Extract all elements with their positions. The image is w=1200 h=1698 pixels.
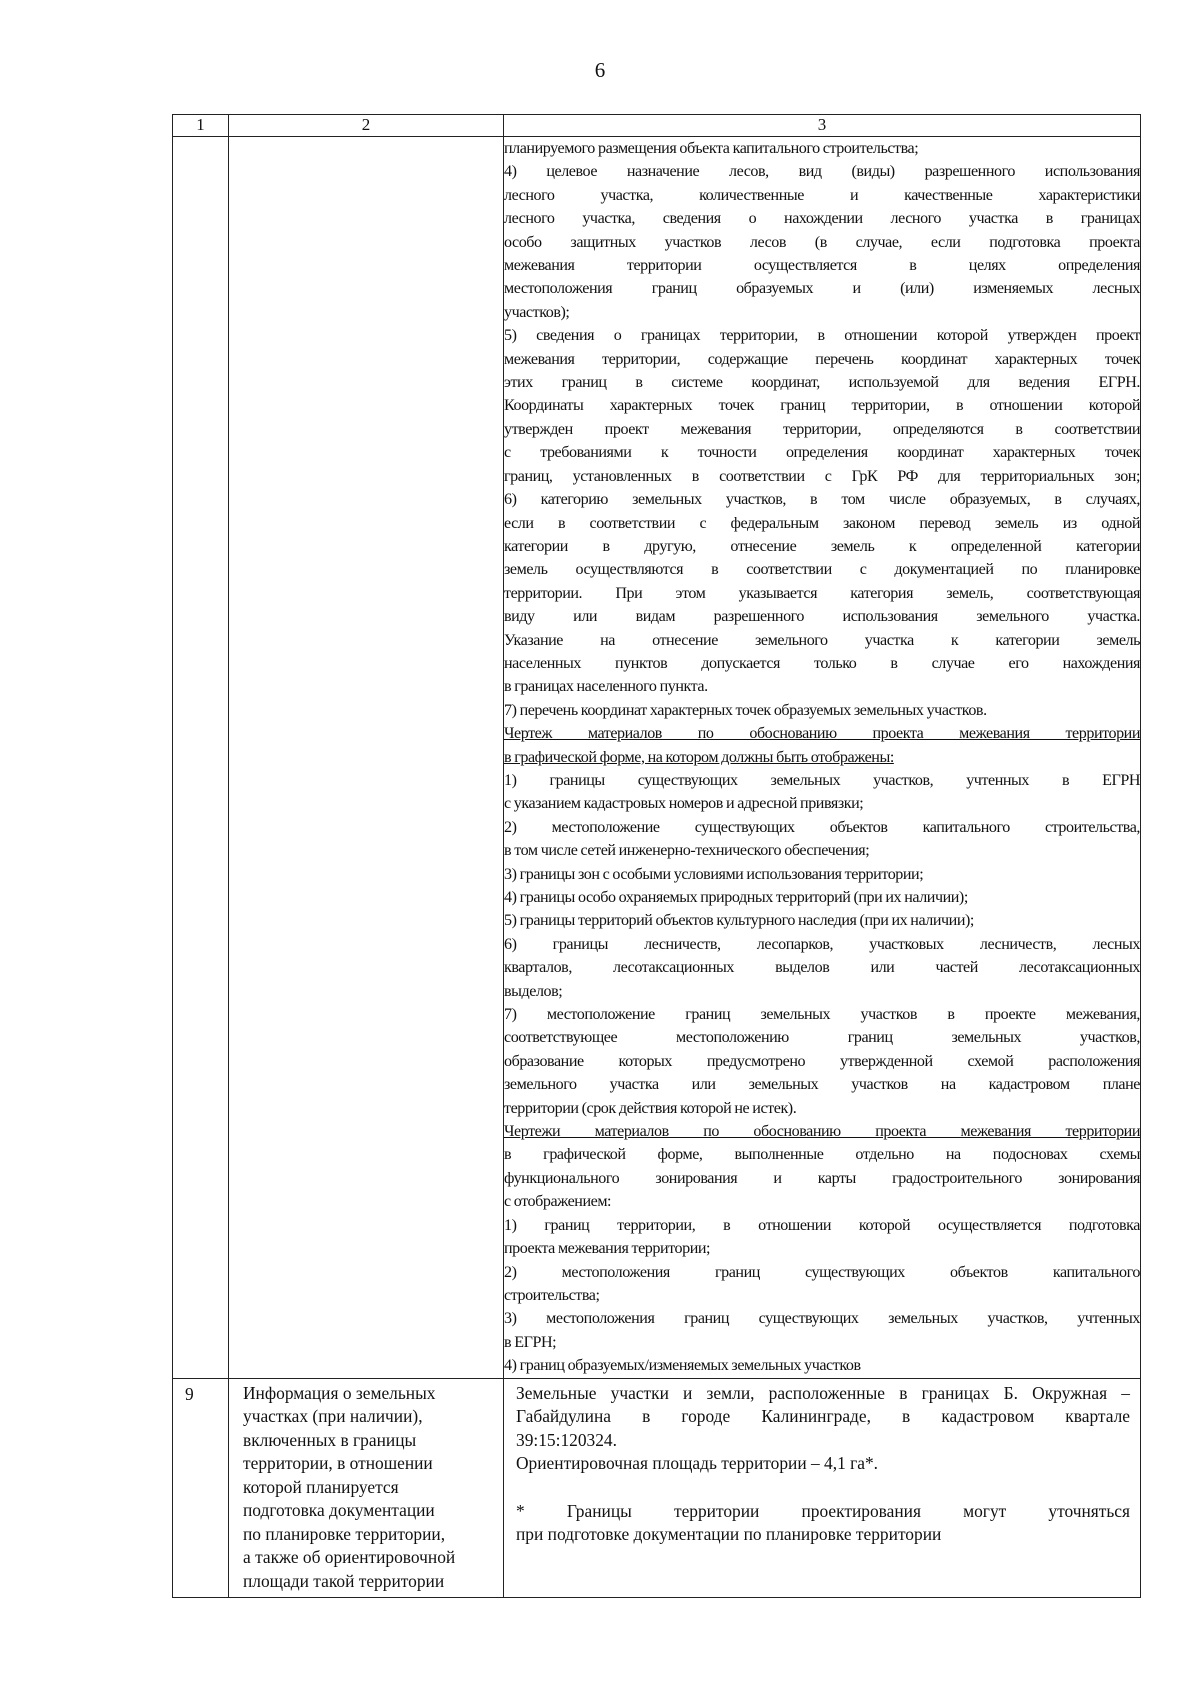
row-description-cell — [504, 137, 1141, 1379]
text-line: Чертеж материалов по обоснованию проекта межевания территории — [504, 725, 1140, 743]
text-line: в границах населенного пункта. — [504, 678, 708, 696]
row-name-cell — [229, 1378, 504, 1598]
row-description-cell — [504, 1378, 1141, 1598]
text-line: земель осуществляются в соответствии с документацией по планировке — [504, 561, 1140, 579]
text-line: при подготовке документации по планировке территории — [516, 1524, 942, 1545]
text-line: границ, установленных в соответствии с ГрК РФ для территориальных зон; — [504, 467, 1140, 485]
text-line: 1) границ территории, в отношении которой осуществляется подготовка — [504, 1216, 1140, 1234]
text-line: Координаты характерных точек границ территории, в отношении которой — [504, 397, 1140, 415]
text-line: Указание на отнесение земельного участка к категории земель — [504, 631, 1140, 649]
text-line: 5) границы территорий объектов культурного наследия (при их наличии); — [504, 912, 974, 930]
text-line: 4) границ образуемых/изменяемых земельных участков — [504, 1357, 861, 1375]
text-line: Земельные участки и земли, расположенные в границах Б. Окружная – — [516, 1382, 1130, 1403]
text-line: лесного участка, сведения о нахождении лесного участка в границах — [504, 210, 1140, 228]
text-line: утвержден проект межевания территории, определяются в соответствии — [504, 420, 1140, 438]
name-line: участках (при наличии), — [243, 1406, 423, 1427]
text-line: 3) границы зон с особыми условиями использования территории; — [504, 865, 924, 883]
text-line: местоположения границ образуемых и (или) изменяемых лесных — [504, 280, 1140, 298]
text-line: с требованиями к точности определения координат характерных точек — [504, 444, 1140, 462]
name-line: площади такой территории — [243, 1570, 445, 1591]
text-line: особо защитных участков лесов (в случае, если подготовка проекта — [504, 233, 1140, 251]
row-number: 9 — [173, 1378, 229, 1598]
text-line: лесного участка, количественные и качественные характеристики — [504, 186, 1140, 204]
text-line: межевания территории, содержащие перечень координат характерных точек — [504, 350, 1140, 368]
text-line: с указанием кадастровых номеров и адресной привязки; — [504, 795, 864, 813]
text-line: Габайдулина в городе Калининграде, в кадастровом квартале — [516, 1406, 1130, 1427]
text-line: 7) перечень координат характерных точек образуемых земельных участков. — [504, 701, 987, 719]
text-line: населенных пунктов допускается только в случае его нахождения — [504, 654, 1140, 672]
text-line: категории в другую, отнесение земель к определенной категории — [504, 537, 1140, 555]
text-line: территории (срок действия которой не истек). — [504, 1099, 797, 1117]
text-line: соответствующее местоположению границ земельных участков, — [504, 1029, 1140, 1047]
text-line: 3) местоположения границ существующих земельных участков, учтенных — [504, 1310, 1140, 1328]
name-line: территории, в отношении — [243, 1453, 433, 1474]
text-line: 5) сведения о границах территории, в отношении которой утвержден проект — [504, 327, 1140, 345]
text-line: 1) границы существующих земельных участков, учтенных в ЕГРН — [504, 771, 1140, 789]
table-row-continued — [173, 137, 1141, 1379]
table-header-row — [173, 115, 1141, 137]
text-line: кварталов, лесотаксационных выделов или частей лесотаксационных — [504, 959, 1140, 977]
text-line: с отображением: — [504, 1193, 612, 1211]
text-line: территории. При этом указывается категория земель, соответствующая — [504, 584, 1140, 602]
column-header-2: 2 — [229, 115, 504, 137]
text-line: этих границ в системе координат, используемой для ведения ЕГРН. — [504, 374, 1140, 392]
text-line: участков); — [504, 303, 570, 321]
name-line: Информация о земельных — [243, 1382, 436, 1403]
column-header-1: 1 — [173, 115, 229, 137]
row-name-cell — [229, 137, 504, 1379]
text-line: виду или видам разрешенного использования земельного участка. — [504, 608, 1140, 626]
text-line: 39:15:120324. — [516, 1429, 617, 1450]
text-line: 6) границы лесничеств, лесопарков, участковых лесничеств, лесных — [504, 935, 1140, 953]
row-number-cell — [173, 137, 229, 1379]
text-line: 2) местоположение существующих объектов капитального строительства, — [504, 818, 1140, 836]
table-row-9 — [173, 1378, 1141, 1598]
text-line: в графической форме, выполненные отдельно на подосновах схемы — [504, 1146, 1140, 1164]
text-line: 4) целевое назначение лесов, вид (виды) разрешенного использования — [504, 163, 1140, 181]
text-line: 2) местоположения границ существующих объектов капитального — [504, 1263, 1140, 1281]
text-line: Ориентировочная площадь территории – 4,1 га*. — [516, 1453, 879, 1474]
text-line: 4) границы особо охраняемых природных территорий (при их наличии); — [504, 889, 968, 906]
name-line: а также об ориентировочной — [243, 1547, 456, 1568]
requirements-table — [172, 114, 1141, 1598]
text-line: строительства; — [504, 1286, 600, 1304]
text-line: * Границы территории проектирования могут уточняться — [516, 1500, 1130, 1521]
text-line: в ЕГРН; — [504, 1333, 557, 1351]
text-line: 6) категорию земельных участков, в том числе образуемых, в случаях, — [504, 491, 1140, 509]
column-header-3: 3 — [504, 115, 1141, 137]
text-line: образование которых предусмотрено утвержденной схемой расположения — [504, 1052, 1140, 1070]
text-line: если в соответствии с федеральным законом перевод земель из одной — [504, 514, 1140, 532]
text-line: в том числе сетей инженерно-технического обеспечения; — [504, 842, 870, 860]
name-line: которой планируется — [243, 1476, 399, 1497]
name-line: включенных в границы — [243, 1429, 417, 1450]
text-line: проекта межевания территории; — [504, 1240, 711, 1258]
name-line: подготовка документации — [243, 1500, 435, 1521]
text-line: земельного участка или земельных участков на кадастровом плане — [504, 1076, 1140, 1094]
text-line: планируемого размещения объекта капитального строительства; — [504, 140, 919, 157]
name-line: по планировке территории, — [243, 1523, 446, 1544]
text-line: выделов; — [504, 982, 563, 1000]
spacer — [516, 1476, 1130, 1500]
page-number: 6 — [594, 58, 606, 82]
text-line: Чертежи материалов по обоснованию проекта межевания территории — [504, 1123, 1140, 1141]
text-line: функционального зонирования и карты градостроительного зонирования — [504, 1169, 1140, 1187]
text-line: в графической форме, на котором должны быть отображены: — [504, 748, 894, 766]
text-line: межевания территории осуществляется в целях определения — [504, 257, 1140, 275]
text-line: 7) местоположение границ земельных участков в проекте межевания, — [504, 1006, 1140, 1024]
